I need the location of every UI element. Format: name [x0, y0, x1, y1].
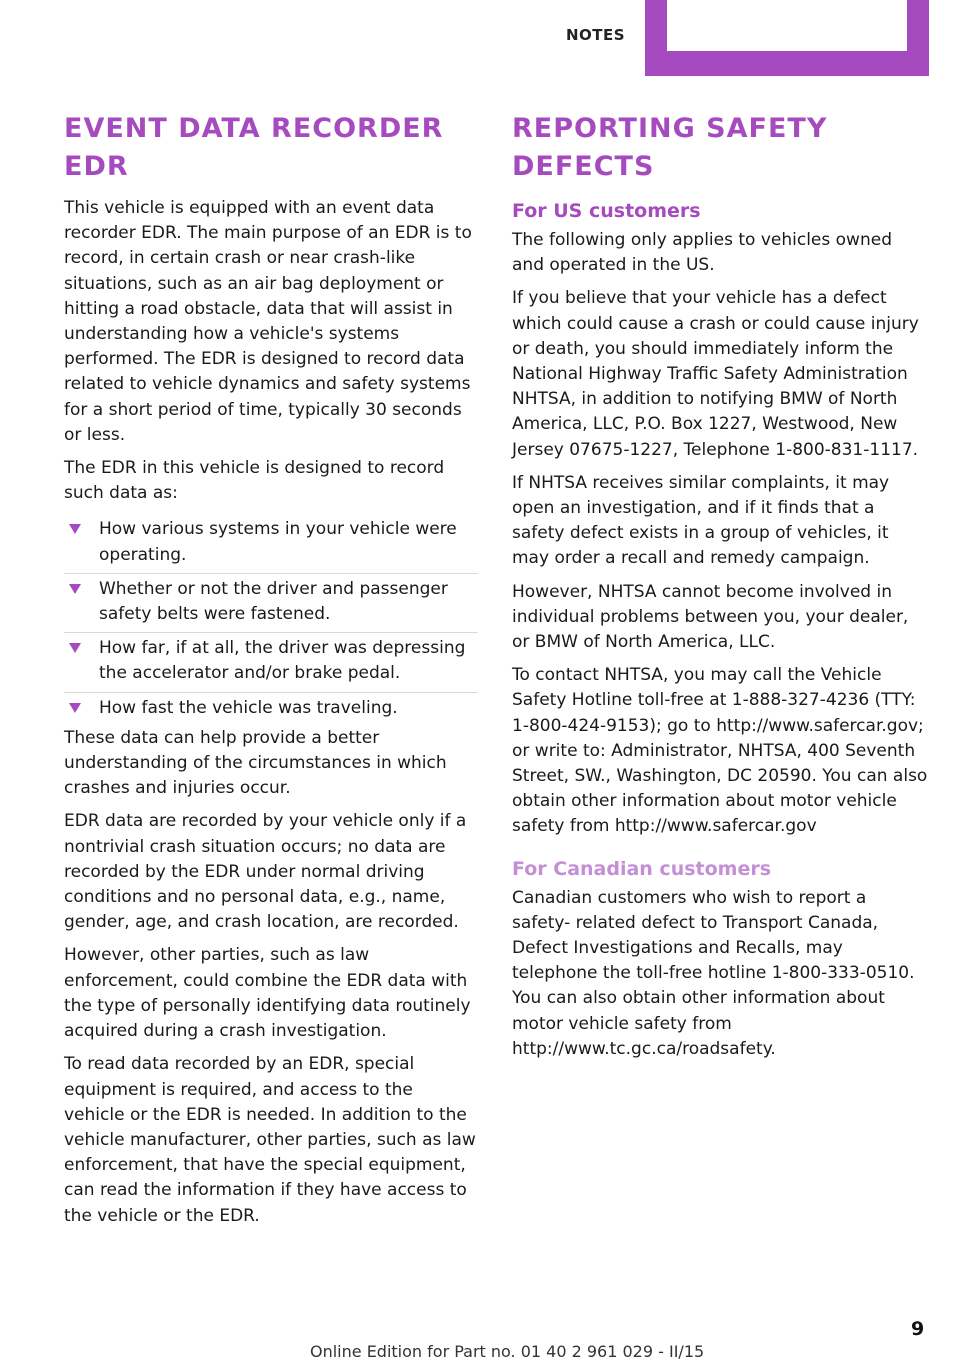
- page-number: 9: [911, 1318, 925, 1340]
- list-item: [64, 574, 478, 633]
- list-item: [64, 514, 478, 573]
- us-paragraph-2: If you believe that your vehicle has a defect which could cause a crash or could cause injury or death, you should immediately inform the National Highway Traffic Safety Administration NHTSA, in addition to notifying BMW of North America, LLC, P.O. Box 1227, Westwood, New Jersey 07675-1227, Telephone 1-800-831-1117.: [512, 288, 919, 460]
- list-item-text: Whether or not the driver and passenger safety belts were fastened.: [99, 578, 448, 625]
- edition-footer: Online Edition for Part no. 01 40 2 961 029 - II/15: [310, 1342, 705, 1361]
- edr-paragraph-3: These data can help provide a better understanding of the circumstances in which crashes and injuries occur.: [64, 727, 447, 799]
- triangle-bullet-icon: [69, 703, 81, 713]
- edr-paragraph-6: To read data recorded by an EDR, special equipment is required, and access to the vehicle or the EDR is needed. In addition to the vehicle manufacturer, other parties, such as law enforcement, that have the special equipment, can read the information if they have access to the vehicle or the EDR.: [64, 1054, 476, 1226]
- list-item-text: How fast the vehicle was traveling.: [99, 697, 398, 718]
- section-label: NOTES: [566, 26, 626, 44]
- edr-title: EVENT DATA RECORDER EDR: [64, 113, 444, 182]
- us-customers-heading: For US customers: [512, 200, 701, 222]
- us-paragraph-3: If NHTSA receives similar complaints, it may open an investigation, and if it finds that a safety defect exists in a group of vehicles, it may order a recall and remedy campaign.: [512, 472, 890, 569]
- list-item-text: How far, if at all, the driver was depressing the accelerator and/or brake pedal.: [99, 638, 466, 684]
- us-paragraph-4: However, NHTSA cannot become involved in individual problems between you, your dealer, or BMW of North America, LLC.: [512, 581, 909, 653]
- section-tab-marker: [645, 0, 929, 76]
- edr-data-list: [64, 514, 478, 725]
- canadian-customers-heading: For Canadian customers: [512, 857, 772, 880]
- edr-paragraph-4: EDR data are recorded by your vehicle only if a nontrivial crash situation occurs; no data are recorded by the EDR under normal driving conditions and no personal data, e.g., name, gender, age, and crash location, are recorded.: [64, 811, 467, 933]
- left-column: [64, 110, 478, 1237]
- canada-paragraph-1: Canadian customers who wish to report a safety- related defect to Transport Canada, Defect Investigations and Recalls, may telephone the toll-free hotline 1-800-333-0510. You can also obtain other information about motor vehicle safety from http://www.tc.gc.ca/roadsafety.: [512, 887, 915, 1059]
- list-item: [64, 693, 478, 726]
- list-item-text: How various systems in your vehicle were operating.: [99, 519, 457, 565]
- section-tab-inner: [667, 0, 907, 51]
- right-column: [512, 110, 928, 1070]
- us-paragraph-1: The following only applies to vehicles owned and operated in the US.: [512, 230, 892, 276]
- edr-paragraph-2: The EDR in this vehicle is designed to record such data as:: [64, 458, 445, 504]
- edr-paragraph-1: This vehicle is equipped with an event data recorder EDR. The main purpose of an EDR is to record, in certain crash or near crash-like situations, such as an air bag deployment or hitting a road obstacle, data that will assist in understanding how a vehicle's systems performed. The EDR is designed to record data related to vehicle dynamics and safety systems for a short period of time, typically 30 seconds or less.: [64, 198, 472, 445]
- safety-defects-title: REPORTING SAFETY DEFECTS: [512, 113, 828, 182]
- triangle-bullet-icon: [69, 584, 81, 594]
- triangle-bullet-icon: [69, 524, 81, 534]
- edr-paragraph-5: However, other parties, such as law enforcement, could combine the EDR data with the type of personally identifying data routinely acquired during a crash investigation.: [64, 945, 471, 1042]
- list-item: [64, 633, 478, 692]
- us-paragraph-5: To contact NHTSA, you may call the Vehicle Safety Hotline toll-free at 1-888-327-4236 (TTY: 1-800-424-9153); go to http://www.safercar.gov; or write to: Administrator, NHTSA, 400 Seventh Street, SW., Washington, DC 20590. You can also obtain other information about motor vehicle safety from http://www.safercar.gov: [512, 665, 928, 837]
- triangle-bullet-icon: [69, 643, 81, 653]
